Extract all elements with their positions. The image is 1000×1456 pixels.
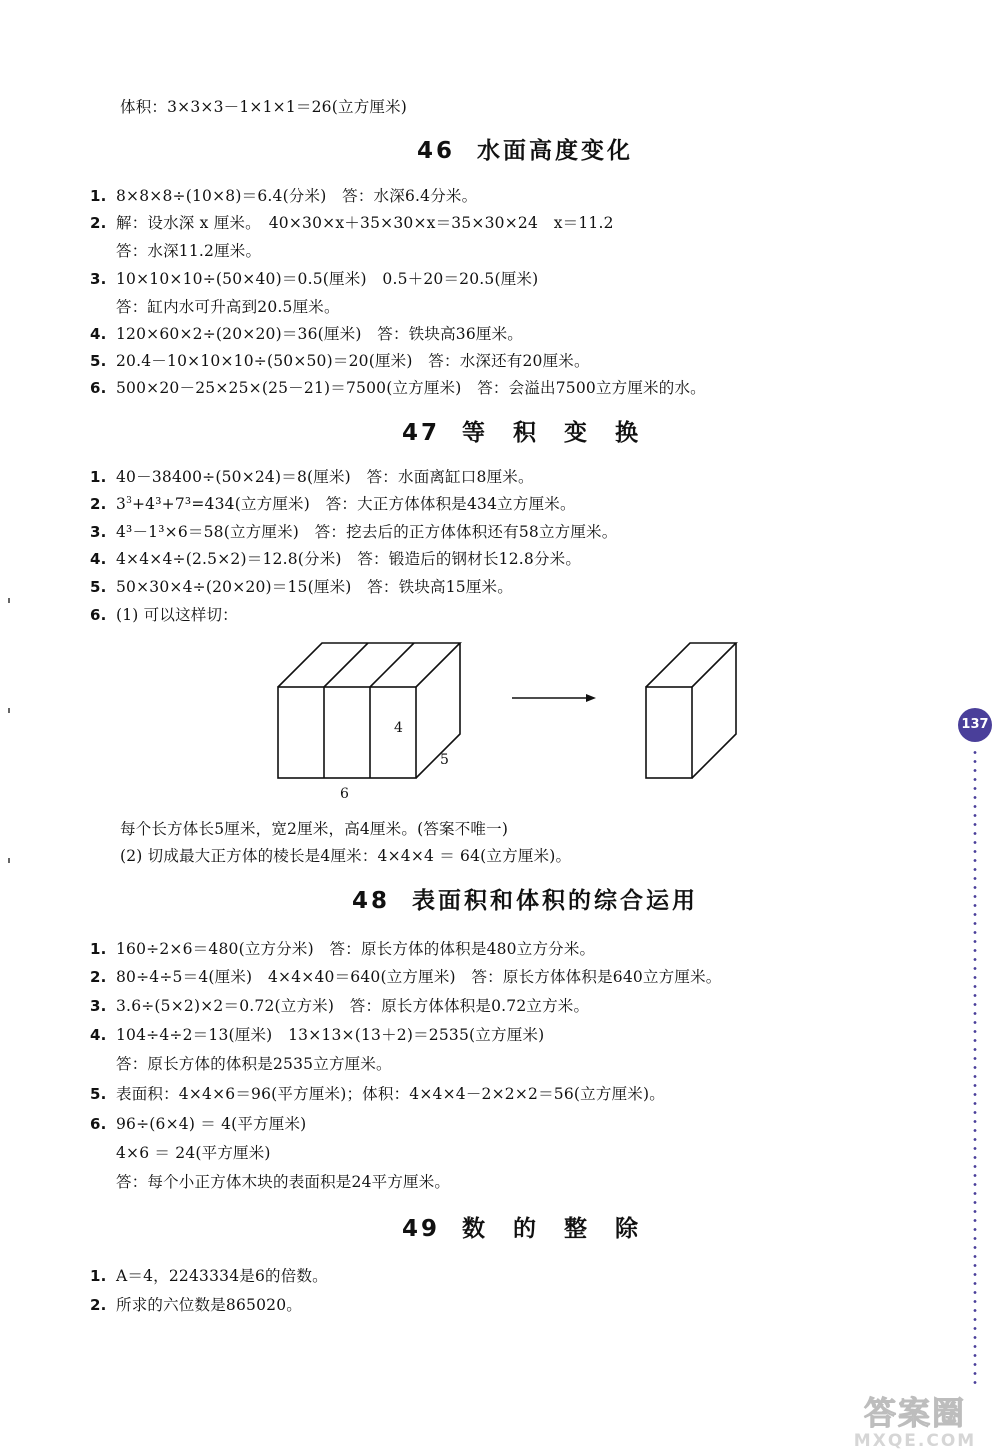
cuboid-right-face [416, 643, 460, 778]
margin-mark [8, 858, 10, 863]
list-item: 5. 表面积：4×4×6＝96(平方厘米)；体积：4×4×4－2×2×2＝56(立方厘米)。 [90, 1085, 665, 1103]
list-item: 6. (1) 可以这样切： [90, 606, 238, 624]
arrow-head [586, 694, 596, 702]
cut-line [324, 643, 368, 687]
section-49-heading [0, 1214, 1000, 1244]
list-item: 4×6 ＝ 24(平方厘米) [116, 1144, 271, 1162]
list-item: 答：原长方体的体积是2535立方厘米。 [116, 1055, 392, 1073]
section-title: 水面高度变化 [477, 138, 633, 164]
text-line: 每个长方体长5厘米，宽2厘米，高4厘米。(答案不唯一) [120, 820, 509, 838]
section-title: 表面积和体积的综合运用 [412, 888, 698, 914]
list-item: 2. 解：设水深 x 厘米。 40×30×x＋35×30×x＝35×30×24 x＝11.2 [90, 214, 614, 232]
section-number: 46 [416, 138, 455, 164]
list-item: 3. 3.6÷(5×2)×2＝0.72(立方米) 答：原长方体体积是0.72立方米。 [90, 997, 590, 1015]
list-item: 4. 4×4×4÷(2.5×2)＝12.8(分米) 答：锻造后的钢材长12.8分米。 [90, 550, 582, 568]
list-item: 3. 4³－1³×6＝58(立方厘米) 答：挖去后的正方体体积还有58立方厘米。 [90, 523, 618, 541]
list-item: 1. 160÷2×6＝480(立方分米) 答：原长方体的体积是480立方分米。 [90, 940, 596, 958]
list-item: 2. $3^3+4^3+7^3=434$(立方厘米) 答：大正方体体积是434立方厘米。 [90, 495, 576, 513]
list-item: 2. 所求的六位数是865020。 [90, 1296, 302, 1314]
list-item: 答：水深11.2厘米。 [116, 242, 262, 260]
section-title: 等 积 变 换 [461, 420, 649, 446]
dotted-margin-rule [973, 748, 977, 1388]
list-item: 5. 50×30×4÷(20×20)＝15(厘米) 答：铁块高15厘米。 [90, 578, 513, 596]
cut-cuboid-figure [270, 640, 750, 810]
list-item: 4. 120×60×2÷(20×20)＝36(厘米) 答：铁块高36厘米。 [90, 325, 524, 343]
width-label: 6 [340, 786, 349, 802]
depth-label: 5 [440, 752, 449, 768]
watermark-logo [835, 1395, 995, 1453]
list-item: 6. 500×20－25×25×(25－21)＝7500(立方厘米) 答：会溢出7500立方厘米的水。 [90, 379, 706, 397]
watermark-url: MXQE.COM [853, 1431, 977, 1451]
watermark-text: 答案圈 [863, 1394, 966, 1432]
section-number: 48 [351, 888, 390, 914]
cuboid-top-face [278, 643, 460, 687]
margin-mark [8, 598, 10, 603]
list-item: 5. 20.4－10×10×10÷(50×50)＝20(厘米) 答：水深还有20厘米。 [90, 352, 590, 370]
list-item: 1. A＝4，2243334是6的倍数。 [90, 1267, 328, 1285]
margin-mark [8, 708, 10, 713]
section-number: 49 [401, 1216, 440, 1242]
cut-line [370, 643, 414, 687]
list-item: 答：缸内水可升高到20.5厘米。 [116, 298, 340, 316]
list-item: 1. 40－38400÷(50×24)＝8(厘米) 答：水面离缸口8厘米。 [90, 468, 534, 486]
list-item: 2. 80÷4÷5＝4(厘米) 4×4×40＝640(立方厘米) 答：原长方体体积是640立方厘米。 [90, 968, 722, 986]
section-47-heading [0, 418, 1000, 448]
section-title: 数 的 整 除 [461, 1216, 649, 1242]
height-label: 4 [394, 720, 403, 736]
section-48-heading [0, 886, 1000, 916]
list-item: 3. 10×10×10÷(50×40)＝0.5(厘米) 0.5＋20＝20.5(厘米) [90, 270, 539, 288]
list-item: 6. 96÷(6×4) ＝ 4(平方厘米) [90, 1115, 307, 1133]
list-item: 4. 104÷4÷2＝13(厘米) 13×13×(13＋2)＝2535(立方厘米) [90, 1026, 545, 1044]
piece-front-face [646, 687, 692, 778]
section-number: 47 [401, 420, 440, 446]
page-number-badge: 137 [958, 708, 992, 742]
text-line: (2) 切成最大正方体的棱长是4厘米：4×4×4 ＝ 64(立方厘米)。 [120, 847, 572, 865]
piece-right-face [692, 643, 736, 778]
list-item: 1. 8×8×8÷(10×8)＝6.4(分米) 答：水深6.4分米。 [90, 187, 478, 205]
list-item: 答：每个小正方体木块的表面积是24平方厘米。 [116, 1173, 451, 1191]
section-46-heading [0, 136, 1000, 166]
intro-line: 体积：3×3×3－1×1×1＝26(立方厘米) [120, 98, 408, 116]
piece-top-face [646, 643, 736, 687]
